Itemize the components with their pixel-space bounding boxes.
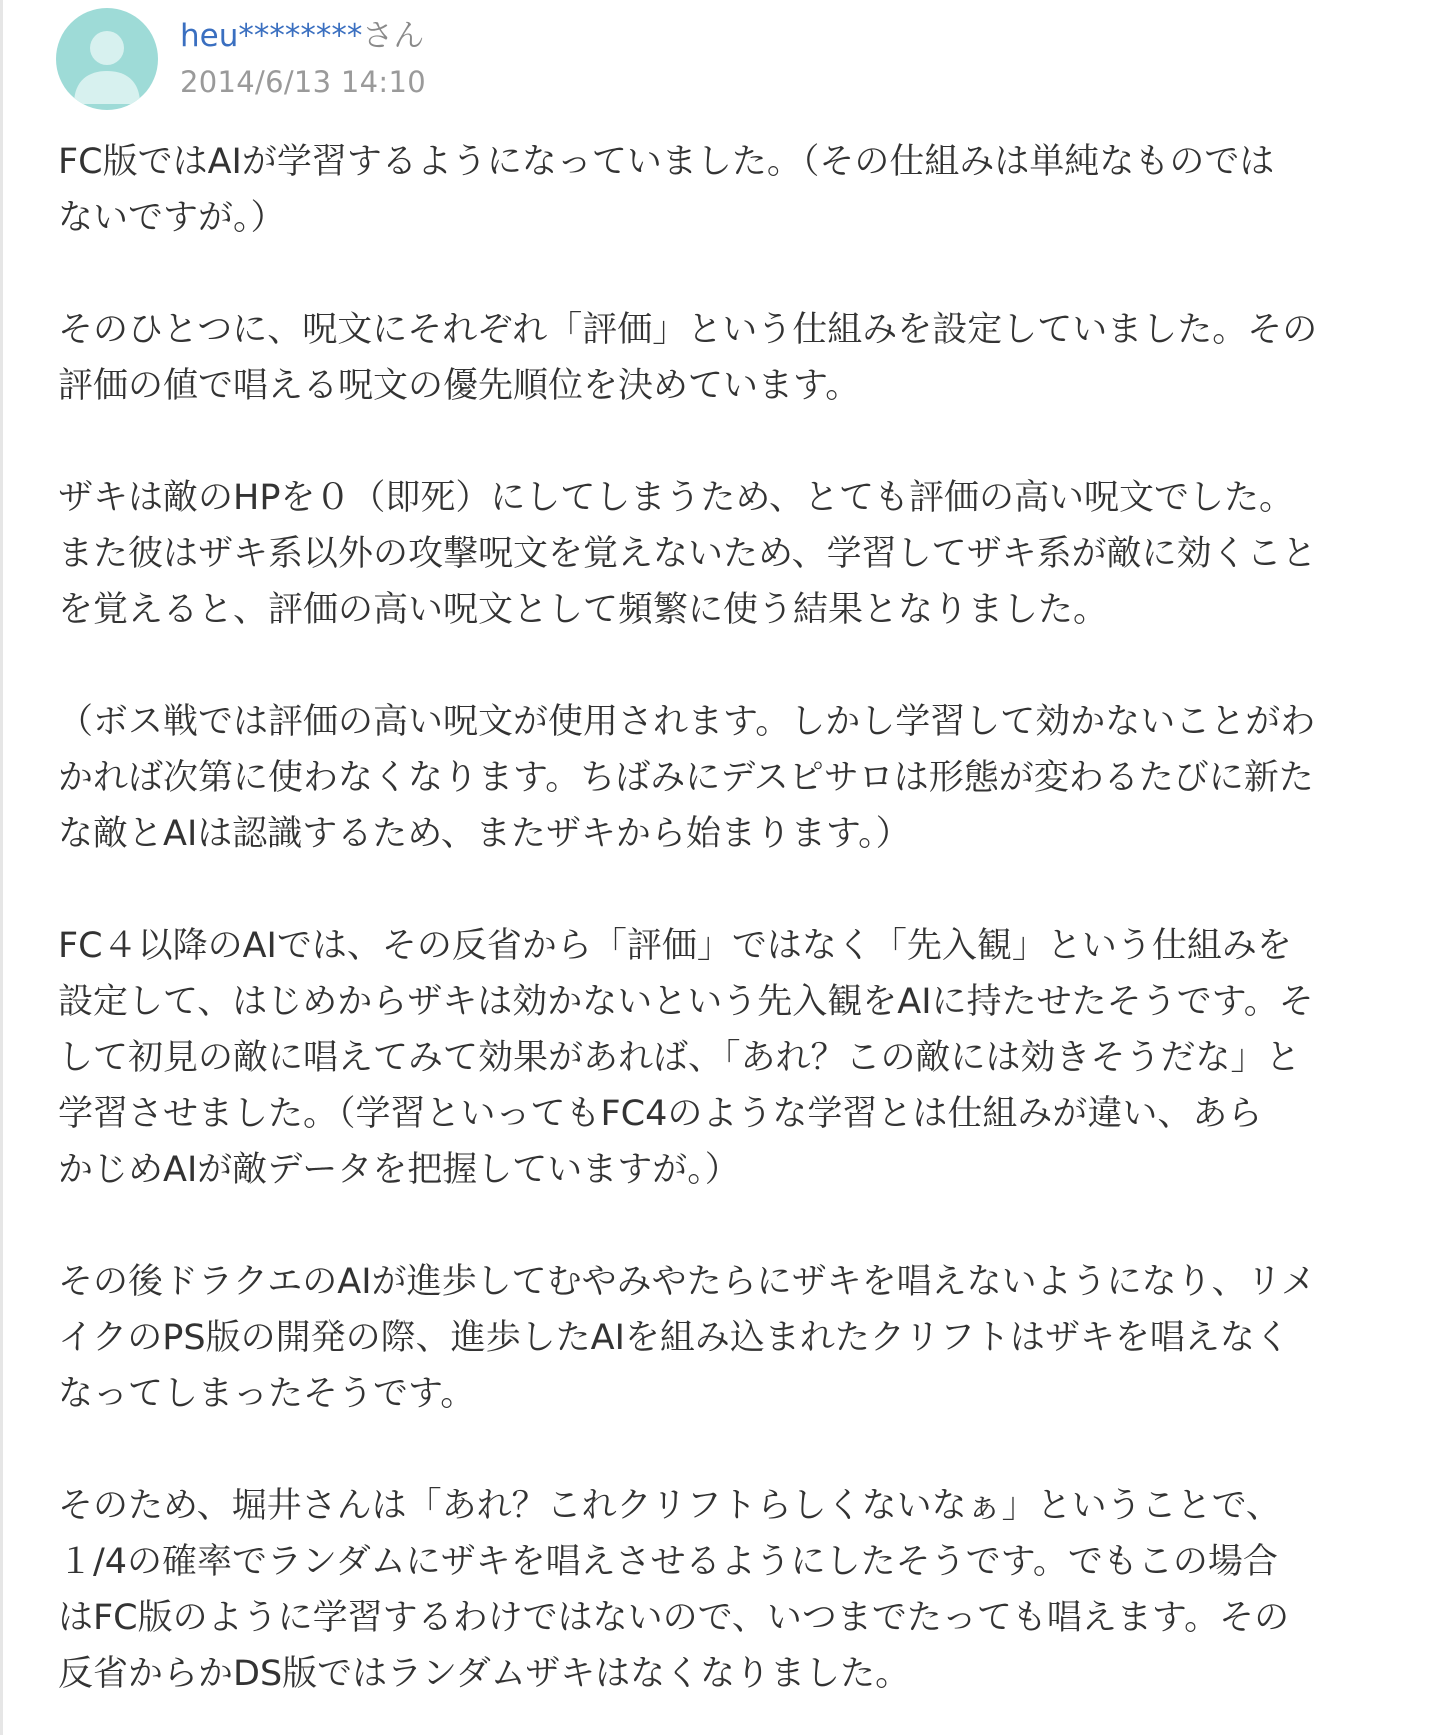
- answer-paragraph: そのひとつに、呪文にそれぞれ「評価」という仕組みを設定していました。その 評価の値で唱える呪文の優先順位を決めています。: [58, 310, 1318, 406]
- answer-paragraph: その後ドラクエのAIが進歩してむやみやたらにザキを唱えないようになり、リメ イクのPS版の開発の際、進歩したAIを組み込まれたクリフトはザキを唱えなく なってしまったそうです。: [58, 1262, 1316, 1414]
- answer-paragraph: ザキは敵のHPを０（即死）にしてしまうため、とても評価の高い呪文でした。 また彼はザキ系以外の攻撃呪文を覚えないため、学習してザキ系が敵に効くこと を覚えると、評価の高い呪文として頻繁に使う結果となりました。: [58, 478, 1317, 630]
- answer-paragraph: FC４以降のAIでは、その反省から「評価」ではなく「先入観」という仕組みを 設定して、はじめからザキは効かないという先入観をAIに持たせたそうです。そ して初見の敵に唱えてみて効果があれば、「あれ？この敵には効きそうだな」と 学習させました。（学習といってもFC4のような学習とは仕組みが違い、あら かじめAIが敵データを把握していますが。）: [58, 926, 1314, 1190]
- answer-header: [56, 8, 1356, 110]
- default-user-avatar-icon: [56, 8, 158, 110]
- user-line: [180, 16, 426, 56]
- user-name-link[interactable]: heu********: [180, 18, 363, 54]
- answer-timestamp: 2014/6/13 14:10: [180, 65, 426, 99]
- user-avatar[interactable]: [56, 8, 158, 110]
- user-honorific: さん: [362, 18, 425, 54]
- answer-meta: [180, 16, 426, 100]
- answer-body: [58, 134, 1398, 1702]
- answer-paragraph: そのため、堀井さんは「あれ？これクリフトらしくないなぁ」ということで、 １/4の確率でランダムにザキを唱えさせるようにしたそうです。でもこの場合 はFC版のように学習するわけではないので、いつまでたっても唱えます。その 反省からかDS版ではランダムザキはなくなりました。: [58, 1486, 1290, 1694]
- answer-paragraph: （ボス戦では評価の高い呪文が使用されます。しかし学習して効かないことがわ かれば次第に使わなくなります。ちばみにデスピサロは形態が変わるたびに新た な敵とAIは認識するため、またザキから始まります。）: [58, 702, 1316, 854]
- answer-paragraph: FC版ではAIが学習するようになっていました。（その仕組みは単純なものでは ないですが。）: [58, 142, 1275, 238]
